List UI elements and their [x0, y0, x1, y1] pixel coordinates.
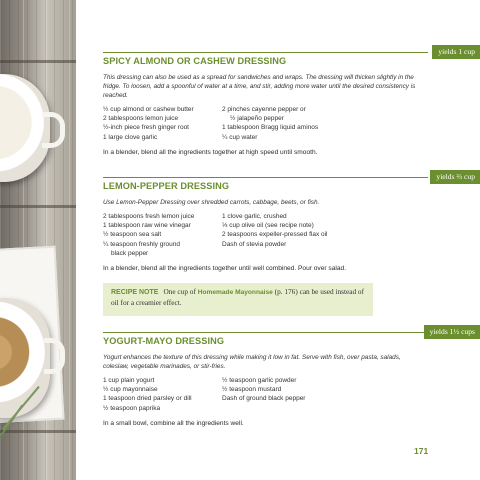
ingredient: 2 teaspoons expeller-pressed flax oil	[222, 231, 328, 239]
recipe-yogurt-mayo	[103, 327, 475, 428]
page-number: 171	[414, 446, 429, 456]
ingredient: ½ cup almond or cashew butter	[103, 106, 194, 113]
recipe-reference-link[interactable]: Homemade Mayonnaise	[197, 289, 273, 296]
ingredient-list	[103, 212, 428, 258]
ingredient: 1 clove garlic, crushed	[222, 213, 287, 220]
recipe-title: SPICY ALMOND OR CASHEW DRESSING	[103, 56, 287, 66]
ingredient: ½ teaspoon sea salt	[103, 231, 162, 239]
ingredient: 1 tablespoon Bragg liquid aminos	[222, 124, 319, 132]
recipe-intro: Use Lemon-Pepper Dressing over shredded carrots, cabbage, beets, or fish.	[103, 199, 320, 206]
ingredient-list	[103, 376, 428, 413]
ingredient: ½ cup mayonnaise	[103, 386, 158, 394]
ingredient: ½ jalapeño pepper	[230, 115, 284, 123]
yields-badge: yields 1 cup	[432, 45, 480, 59]
ingredient: Dash of ground black pepper	[222, 395, 306, 403]
ingredient: ¼ teaspoon freshly ground	[103, 240, 180, 248]
food-photo	[0, 0, 76, 480]
ingredient: 1 cup plain yogurt	[103, 377, 155, 384]
ingredient: black pepper	[111, 249, 149, 257]
ingredient: Dash of stevia powder	[222, 240, 287, 248]
recipe-lemon-pepper	[103, 172, 475, 273]
ingredient-list	[103, 105, 428, 142]
ingredient: 2 tablespoons fresh lemon juice	[103, 213, 195, 220]
recipe-method: In a blender, blend all the ingredients together until well combined. Pour over salad.	[103, 265, 347, 273]
ingredient: ¼ cup water	[222, 133, 258, 141]
yields-badge: yields ⅔ cup	[430, 170, 480, 184]
ingredient: 1 tablespoon raw wine vinegar	[103, 222, 191, 230]
recipe-method: In a small bowl, combine all the ingredients well.	[103, 419, 244, 427]
recipe-title: YOGURT-MAYO DRESSING	[103, 336, 225, 346]
ingredient: 1 teaspoon dried parsley or dill	[103, 395, 192, 403]
ingredient: 2 tablespoons lemon juice	[103, 115, 179, 123]
ingredient: ⅓ cup olive oil (see recipe note)	[222, 222, 314, 230]
ingredient: ½ teaspoon garlic powder	[222, 377, 297, 384]
recipe-intro: Yogurt enhances the texture of this dressing while making it low in fat. Serve with fish, over pasta, salads, coleslaw, vegetable marinades, or stir-fries.	[103, 354, 401, 370]
recipe-intro: This dressing can also be used as a spread for sandwiches and wraps. The dressing will thicken slightly in the fridge. To loosen, add a spoonful of water at a time, and stir, adding more water until the desired consistency is reached.	[103, 74, 416, 99]
recipe-spicy-almond	[103, 47, 475, 157]
yields-badge: yields 1½ cups	[424, 325, 480, 339]
ingredient: ½-inch piece fresh ginger root	[103, 124, 189, 132]
recipe-title: LEMON-PEPPER DRESSING	[103, 181, 230, 191]
ingredient: 2 pinches cayenne pepper or	[222, 106, 306, 113]
ingredient: ½ teaspoon mustard	[222, 386, 282, 394]
ingredient: 1 large clove garlic	[103, 133, 158, 141]
recipe-method: In a blender, blend all the ingredients together at high speed until smooth.	[103, 148, 318, 156]
recipe-note: RECIPE NOTE One cup of Homemade Mayonnaise (p. 176) can be used instead of oil for a creamier effect.	[103, 283, 373, 316]
ingredient: ½ teaspoon paprika	[103, 404, 161, 412]
recipe-note-label: RECIPE NOTE	[111, 289, 159, 296]
